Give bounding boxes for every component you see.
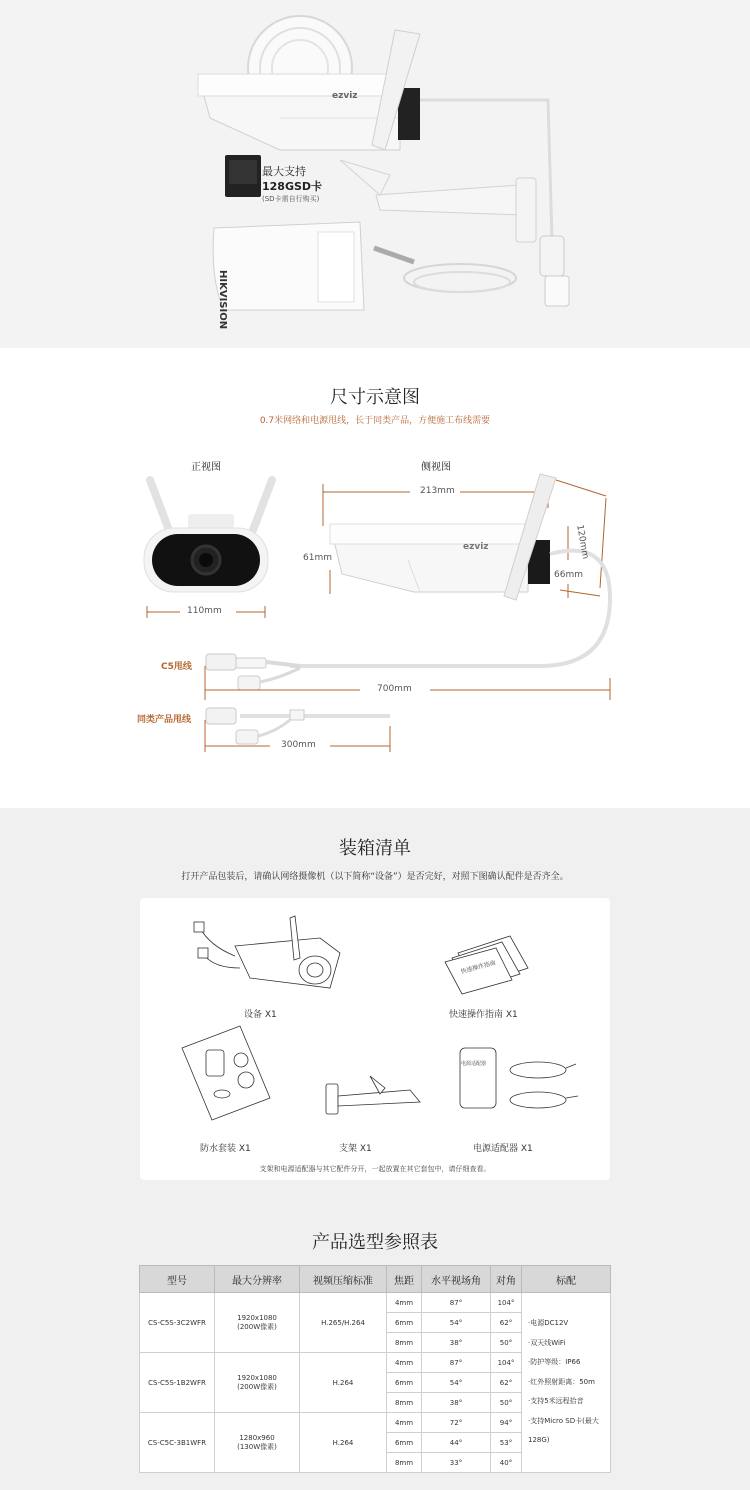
antenna-height-label: 120mm (574, 524, 591, 560)
c5-cable-length: 700mm (377, 684, 412, 694)
hfov-cell: 38° (422, 1393, 491, 1413)
selection-title: 产品选型参照表 (312, 1232, 438, 1253)
camera-brand-label: ezviz (332, 91, 358, 101)
hfov-cell: 54° (422, 1373, 491, 1393)
adapter-illustration (460, 1048, 578, 1108)
side-height-label: 61mm (303, 553, 332, 563)
diagonal-cell: 40° (491, 1453, 522, 1473)
hero-section (0, 0, 750, 348)
header-focal: 焦距 (387, 1266, 422, 1293)
dimension-drawing (0, 348, 750, 808)
waterproof-kit-illustration (182, 1026, 270, 1120)
other-cable-label: 同类产品甩线 (137, 715, 192, 725)
item-bracket-label: 支架 X1 (339, 1144, 372, 1154)
note-item: ·支持Micro SD卡(最大128G) (528, 1416, 599, 1445)
item-adapter-label: 电源适配器 X1 (473, 1144, 533, 1154)
hfov-cell: 54° (422, 1313, 491, 1333)
item-device-label: 设备 X1 (244, 1010, 277, 1020)
note-item: ·红外照射距离：50m (528, 1377, 595, 1386)
packing-card (140, 898, 610, 1180)
header-hfov: 水平视场角 (422, 1266, 491, 1293)
resolution-cell (215, 1353, 300, 1413)
diagonal-cell: 62° (491, 1373, 522, 1393)
selection-section (0, 1206, 750, 1490)
c5-cable-label: C5甩线 (161, 662, 192, 672)
header-resolution: 最大分辨率 (215, 1266, 300, 1293)
hfov-cell: 87° (422, 1293, 491, 1313)
resolution-note: (200W像素) (237, 1322, 277, 1331)
diagonal-cell: 62° (491, 1313, 522, 1333)
other-cable-length: 300mm (281, 740, 316, 750)
side-brand-label: ezviz (463, 542, 489, 552)
back-height-label: 66mm (554, 570, 583, 580)
diagonal-cell: 53° (491, 1433, 522, 1453)
dimension-section (0, 348, 750, 808)
table-row (140, 1293, 611, 1313)
side-length-label: 213mm (420, 486, 455, 496)
resolution-note: (130W像素) (237, 1442, 277, 1451)
focal-cell: 6mm (387, 1313, 422, 1333)
note-item: ·支持5米远程拾音 (528, 1397, 584, 1406)
standard-notes-cell (522, 1293, 611, 1473)
focal-cell: 4mm (387, 1293, 422, 1313)
header-codec: 视频压缩标准 (300, 1266, 387, 1293)
packing-illustrations (140, 898, 610, 1180)
resolution-value: 1920x1080 (237, 1313, 277, 1322)
side-view-label: 侧视图 (421, 462, 451, 473)
codec-cell: H.264 (300, 1413, 387, 1473)
diagonal-cell: 50° (491, 1393, 522, 1413)
sd-card-capacity: 128GSD卡 (262, 180, 323, 193)
selection-table (139, 1265, 611, 1473)
note-item: ·双天线WiFi (528, 1338, 566, 1347)
packing-footnote: 支架和电源适配器与其它配件分开，一起放置在其它套包中，请仔细查看。 (259, 1165, 491, 1173)
header-model: 型号 (140, 1266, 215, 1293)
header-standard: 标配 (522, 1266, 611, 1293)
resolution-value: 1920x1080 (237, 1373, 277, 1382)
model-cell: CS-C5S-3C2WFR (140, 1293, 215, 1353)
model-cell: CS-C5C-3B1WFR (140, 1413, 215, 1473)
packing-section (0, 808, 750, 1206)
focal-cell: 4mm (387, 1353, 422, 1373)
dimension-subtitle: 0.7米网络和电源甩线，长于同类产品，方便施工布线需要 (259, 416, 491, 426)
bracket-illustration (326, 1076, 420, 1114)
packing-subtitle: 打开产品包装后，请确认网络摄像机（以下简称“设备”）是否完好，对照下图确认配件是否齐全。 (181, 872, 569, 882)
note-item: ·防护等级：IP66 (528, 1358, 581, 1367)
sd-card-title: 最大支持 (262, 165, 306, 178)
adapter-brand-label: HIKVISION (217, 270, 228, 330)
diagonal-cell: 104° (491, 1353, 522, 1373)
guide-cover-text: 快速操作指南 (459, 959, 497, 976)
sd-card-note: (SD卡需自行购买) (262, 195, 320, 203)
model-cell: CS-C5S-1B2WFR (140, 1353, 215, 1413)
diagonal-cell: 104° (491, 1293, 522, 1313)
focal-cell: 4mm (387, 1413, 422, 1433)
resolution-cell (215, 1293, 300, 1353)
focal-cell: 8mm (387, 1333, 422, 1353)
dimension-title: 尺寸示意图 (330, 387, 420, 408)
device-illustration (194, 916, 340, 988)
hfov-cell: 72° (422, 1413, 491, 1433)
item-waterproof-label: 防水套装 X1 (200, 1144, 251, 1154)
focal-cell: 8mm (387, 1453, 422, 1473)
hfov-cell: 87° (422, 1353, 491, 1373)
front-width-label: 110mm (187, 606, 222, 616)
hfov-cell: 33° (422, 1453, 491, 1473)
focal-cell: 6mm (387, 1373, 422, 1393)
hero-product-illustration (0, 0, 750, 348)
packing-title: 装箱清单 (339, 838, 411, 859)
focal-cell: 6mm (387, 1433, 422, 1453)
resolution-note: (200W像素) (237, 1382, 277, 1391)
item-guide-label: 快速操作指南 X1 (449, 1010, 518, 1020)
front-view-label: 正视图 (191, 462, 221, 473)
diagonal-cell: 50° (491, 1333, 522, 1353)
codec-cell: H.264 (300, 1353, 387, 1413)
diagonal-cell: 94° (491, 1413, 522, 1433)
resolution-cell (215, 1413, 300, 1473)
header-diagonal: 对角 (491, 1266, 522, 1293)
table-header-row (140, 1266, 611, 1293)
adapter-label-text: 电源适配器 (461, 1061, 487, 1067)
codec-cell: H.265/H.264 (300, 1293, 387, 1353)
note-item: ·电源DC12V (528, 1319, 569, 1328)
resolution-value: 1280x960 (239, 1433, 275, 1442)
focal-cell: 8mm (387, 1393, 422, 1413)
hfov-cell: 38° (422, 1333, 491, 1353)
hfov-cell: 44° (422, 1433, 491, 1453)
